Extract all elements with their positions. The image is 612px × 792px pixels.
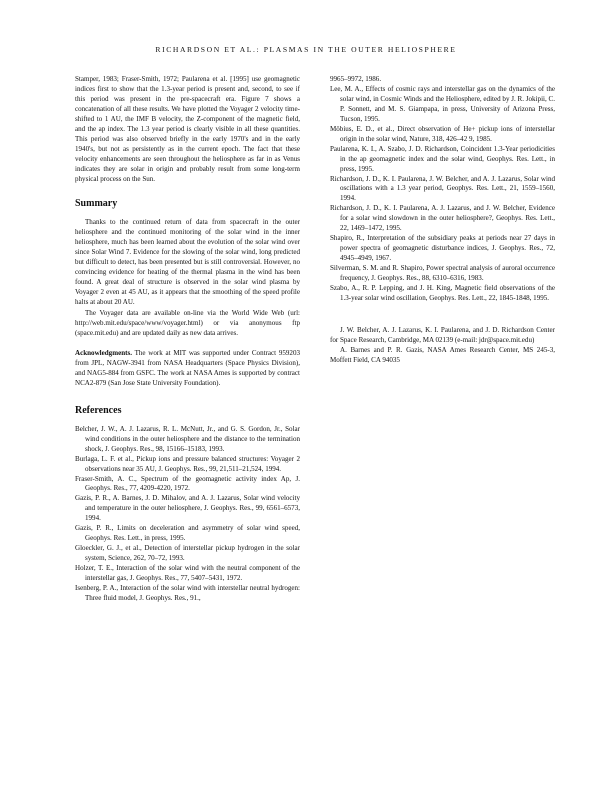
references-list-right bbox=[330, 75, 555, 304]
acknowledgments-label: Acknowledgments. bbox=[75, 348, 132, 357]
reference-item: Gloeckler, G. J., et al., Detection of interstellar pickup hydrogen in the solar system, Science, 262, 70–72, 1993. bbox=[75, 544, 300, 563]
reference-item: Burlaga, L. F. et al., Pickup ions and pressure balanced structures: Voyager 2 observations near 35 AU, J. Geophys. Res., 99, 21,511–21,524, 1994. bbox=[75, 454, 300, 473]
reference-item: Möbius, E. D., et al., Direct observation of He+ pickup ions of interstellar origin in the solar wind, Nature, 318, 426–42 9, 1985. bbox=[330, 124, 555, 143]
reference-item: Gazis, P. R., Limits on deceleration and asymmetry of solar wind speed, Geophys. Res. Lett., in press, 1995. bbox=[75, 524, 300, 543]
author-address-ames: A. Barnes and P. R. Gazis, NASA Ames Research Center, MS 245-3, Moffett Field, CA 94035 bbox=[330, 345, 555, 364]
reference-item: Richardson, J. D., K. I. Paularena, A. J. Lazarus, and J. W. Belcher, Evidence for a solar wind slowdown in the outer heliosphere?, Geophys. Res. Lett., 22, 1469–1472, 1995. bbox=[330, 204, 555, 233]
reference-item: 9965–9972, 1986. bbox=[330, 75, 382, 83]
reference-item: Belcher, J. W., A. J. Lazarus, R. L. McNutt, Jr., and G. S. Gordon, Jr., Solar wind conditions in the outer heliosphere and the distance to the termination shock, J. Geophys. Res., 98, 15166–15183, 1993. bbox=[75, 424, 300, 453]
reference-item: Lee, M. A., Effects of cosmic rays and interstellar gas on the dynamics of the solar wind, in Cosmic Winds and the Heliosphere, edited by J. R. Jokipii, C. P. Sonnett, and M. S. Giampapa, in press, University of Arizona Press, Tucson, 1995. bbox=[330, 84, 555, 123]
reference-item: Paularena, K. I., A. Szabo, J. D. Richardson, Coincident 1.3-Year periodicities in the ap geomagnetic index and the solar wind, Geophys. Res. Lett., in press, 1995. bbox=[330, 144, 555, 173]
acknowledgments bbox=[75, 349, 300, 389]
left-column bbox=[75, 75, 300, 604]
reference-item: Fraser-Smith, A. C., Spectrum of the geomagnetic activity index Ap, J. Geophys. Res., 77, 4209-4220, 1972. bbox=[75, 474, 300, 493]
intro-paragraph: Stamper, 1983; Fraser-Smith, 1972; Paularena et al. [1995] use geomagnetic indices first to show that the 1.3-year period is present and, second, to see if this period was present in the pre-spacecraft era. Figure 7 shows a concatenation of all these results. We have plotted the Voyager 2 velocity time-shifted to 1 AU, the IMF B velocity, the Z-component of the magnetic field, and the ap index. The 1.3 year period is clearly visible in all these quantities. This period was also observed briefly in the early 1970's and in the early 1940's, but not as persistently as in the current epoch. The fact that these velocity enhancements are seen throughout the heliosphere as far in as Venus indicates they are solar in origin and probably result from some long-term physical process on the Sun. bbox=[75, 75, 300, 183]
right-column bbox=[330, 75, 555, 366]
author-addresses bbox=[330, 326, 555, 366]
summary-paragraph-2: The Voyager data are available on-line via the World Wide Web (url: http://web.mit.edu/space/www/voyager.html) or via anonymous ftp (space.mit.edu) and are updated daily as new data arrives. bbox=[75, 309, 300, 337]
summary-paragraph-1: Thanks to the continued return of data from spacecraft in the outer heliosphere and the continued monitoring of the solar wind in the inner heliosphere, much has been learned about the evolution of the solar wind over since Solar Wind 7. Evidence for the slowing of the solar wind, long predicted but difficult to detect, has been presented but is still controversial. However, no convincing evidence for heating of the thermal plasma in the wind has been found. A great deal of structure is observed in the solar wind plasma by Voyager 2 even at 45 AU, as it appears that the smoothing of the speed profile halts at about 20 AU. bbox=[75, 218, 300, 307]
reference-item: Silverman, S. M. and R. Shapiro, Power spectral analysis of auroral occurrence frequency, J. Geophys. Res., 88, 6310–6316, 1983. bbox=[330, 264, 555, 283]
acknowledgments-text: The work at MIT was supported under Contract 959203 from JPL, NAGW-3941 from NASA Headquarters (Space Physics Division), and NAG5-884 from GSFC. The work at NASA Ames is supported by contract NCA2-879 (San Jose State University Foundation). bbox=[75, 348, 300, 387]
references-list-left bbox=[75, 425, 300, 604]
running-header: RICHARDSON ET AL.: PLASMAS IN THE OUTER HELIOSPHERE bbox=[155, 45, 457, 54]
reference-item: Isenberg, P. A., Interaction of the solar wind with interstellar neutral hydrogen: Three fluid model, J. Geophys. Res., 91., bbox=[75, 583, 300, 602]
reference-item: Richardson, J. D., K. I. Paularena, J. W. Belcher, and A. J. Lazarus, Solar wind oscillations with a 1.3 year period, Geophys. Res. Lett., 21, 1559–1560, 1994. bbox=[330, 174, 555, 203]
reference-item: Holzer, T. E., Interaction of the solar wind with the neutral component of the interstellar gas, J. Geophys. Res., 77, 5407–5431, 1972. bbox=[75, 564, 300, 583]
reference-item: Shapiro, R., Interpretation of the subsidiary peaks at periods near 27 days in power spectra of geomagnetic disturbance indices, J. Geophys. Res., 72, 4945–4949, 1967. bbox=[330, 234, 555, 263]
references-heading: References bbox=[75, 404, 122, 416]
summary-heading: Summary bbox=[75, 198, 118, 210]
author-address-mit: J. W. Belcher, A. J. Lazarus, K. I. Paularena, and J. D. Richardson Center for Space Research, Cambridge, MA 02139 (e-mail: jdr@space.mit.edu) bbox=[330, 325, 555, 344]
reference-item: Gazis, P. R., A. Barnes, J. D. Mihalov, and A. J. Lazarus, Solar wind velocity and temperature in the outer heliosphere, J. Geophys. Res., 99, 6561–6573, 1994. bbox=[75, 494, 300, 523]
reference-item: Szabo, A., R. P. Lepping, and J. H. King, Magnetic field observations of the 1.3-year solar wind oscillation, Geophys. Res. Lett., 22, 1845-1848, 1995. bbox=[330, 284, 555, 302]
